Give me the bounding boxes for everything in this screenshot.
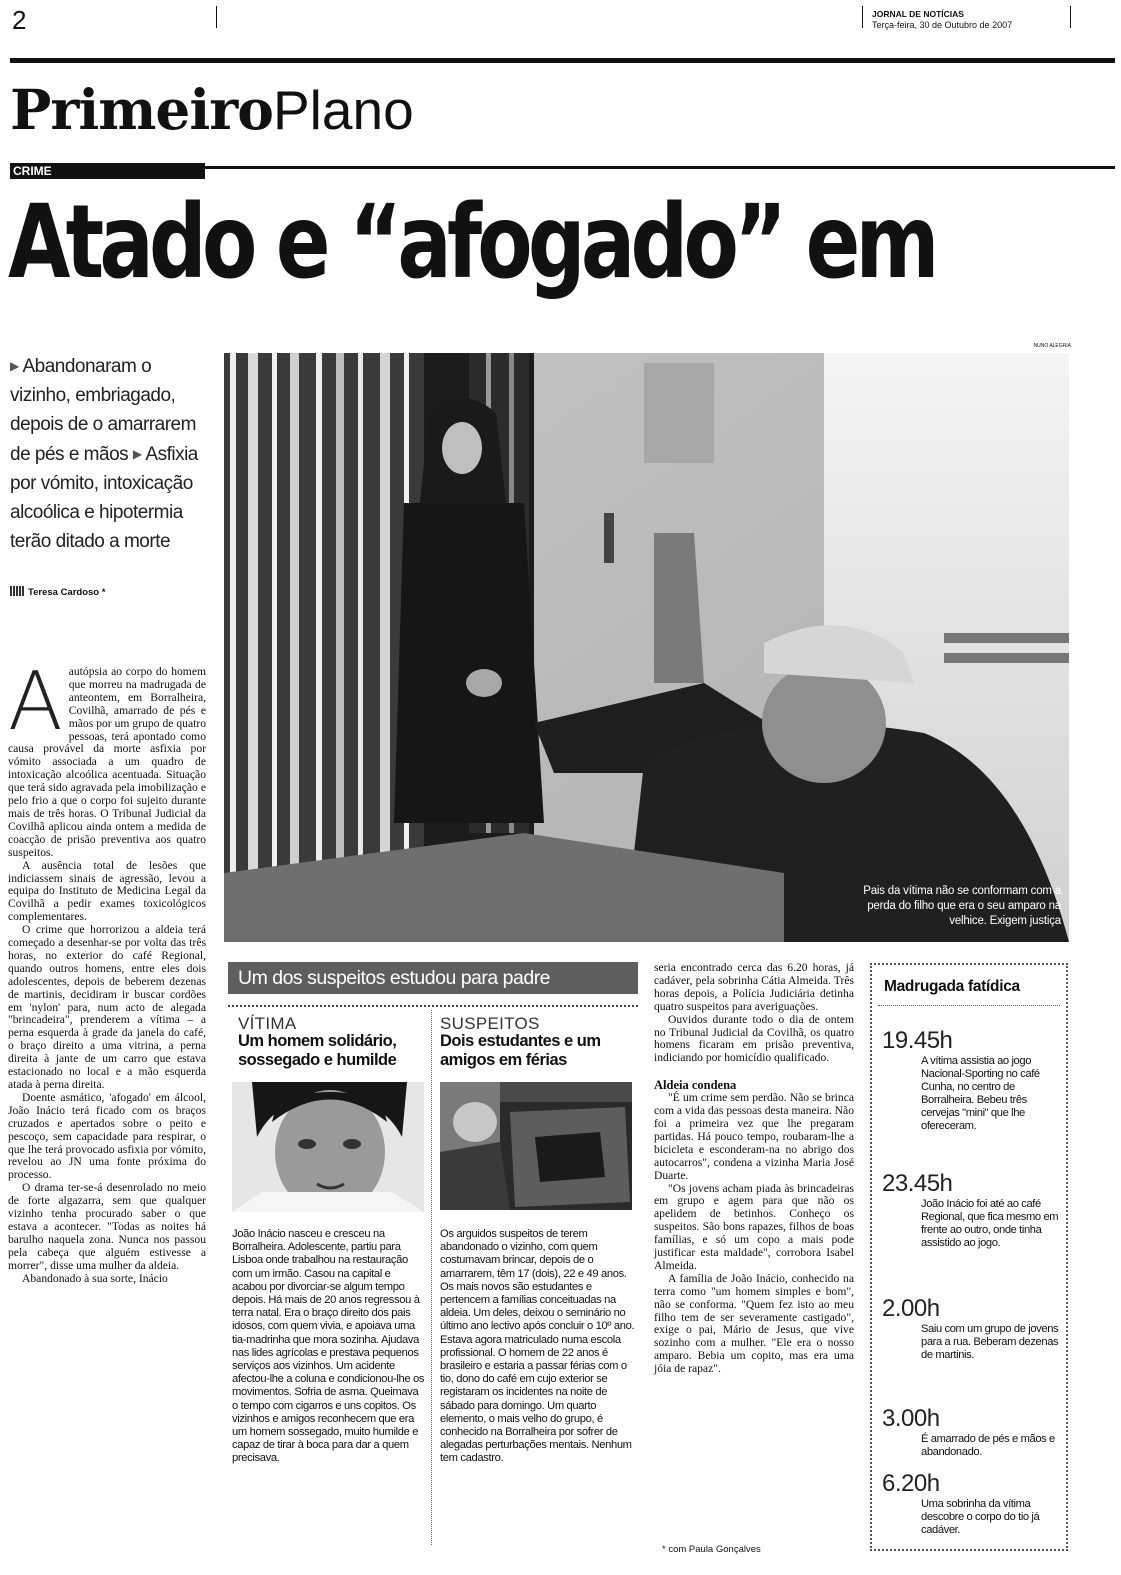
lead-line: vizinho, embriagado,: [10, 385, 176, 407]
timeline-time: 3.00h: [882, 1405, 940, 1432]
timeline-text: Uma sobrinha da vítima descobre o corpo do tio já cadáver.: [921, 1498, 1040, 1536]
body-paragraph: O drama ter-se-á desenrolado no meio de forte algazarra, sem que qualquer vizinho tenha procurado saber o que estava a acontecer. "Todas as noites há barulho naquela zona. Nunca nos passou pela cabeça que alguém estivesse a morrer", disse uma mulher da aldeia.: [8, 1181, 206, 1272]
lead-arrow-icon: ▶: [10, 359, 19, 373]
timeline-entry: [882, 1027, 1062, 1133]
lead-line: Asfixia: [145, 443, 198, 465]
suspects-photo: [440, 1082, 632, 1210]
lead-arrow-icon: ▶: [132, 446, 142, 461]
timeline-time: 6.20h: [882, 1470, 940, 1497]
body-paragraph: "É um crime sem perdão. Não se brinca com a vida das pessoas desta maneira. Não foi a primeira vez que lhe pregaram partidas. Há pouco tempo, roubaram-lhe a bicicleta e esconderam-na no abrigo dos autocarros", condena a vizinha Maria José Duarte.: [654, 1091, 854, 1182]
lead-line: terão ditado a morte: [10, 531, 171, 553]
headline: Atado e “afogado” em: [8, 183, 935, 302]
body-paragraph: A ausência total de lesões que indiciassem sinais de agressão, levou a equipa do Instituto de Medicina Legal da Covilhã a pedir exames toxicológicos complementares.: [8, 858, 206, 924]
body-intro: autópsia ao corpo do homem que morreu na madrugada de anteontem, em Borralheira, Covilhã, amarrado de pés e mãos por um grupo de quatro pessoas, terá apontado como causa provável da morte asfixia por vómito associada a um quadro de intoxicação alcoólica acentuada. Situação que terá sido agravada pela imobilização e pelo frio a que o corpo foi sujeito durante mais de três horas. O Tribunal Judicial da Covilhã aplicou ainda ontem a medida de coacção de prisão preventiva aos quatro suspeitos.: [8, 665, 206, 859]
body-paragraph: O crime que horrorizou a aldeia terá começado a desenhar-se por volta das três horas, no exterior do café Regional, quando outros homens, entre eles dois adolescentes, depois de beberem dezenas de martinis, decidiram ir buscar cordões em 'nylon' para, num acto de alegada "brincadeira", prenderem a vítima – a perna esquerda à grade da janela do café, o braço direito a uma vitrina, a perna direita à jante de um carro que estava estacionado no local e a mão esquerda atada à perna direita.: [8, 923, 206, 1091]
section-title: [10, 77, 414, 142]
victim-photo: [232, 1082, 424, 1212]
top-thick-rule: [10, 58, 1115, 63]
credit-note: * com Paula Gonçalves: [662, 1544, 761, 1555]
victim-text: João Inácio nasceu e cresceu na Borralheira. Adolescente, partiu para Lisboa onde trabalhou na restauração com um irmão. Casou na capital e acabou por divorciar-se algum tempo depois. Há mais de 20 anos regressou à terra natal. Era o braço direito dos pais idosos, com quem vivia, e apoiava uma tia-madrinha que mora sozinha. Ajudava nas lides agrícolas e prestava pequenos serviços aos vizinhos. Um acidente afectou-lhe a coluna e condicionou-lhe os movimentos. Sofria de asma. Queimava o tempo com cigarros e uns copitos. Os vizinhos e amigos reconhecem que era um homem sossegado, muito humilde e capaz de tirar à boca para dar a quem precisava.: [232, 1228, 425, 1465]
article-column-1: [8, 655, 206, 1286]
lead-line: depois de o amarrarem: [10, 414, 196, 436]
dropcap: A: [8, 655, 63, 748]
timeline-box: [870, 963, 1068, 1551]
section-title-light: Plano: [272, 79, 414, 141]
section-title-bold: Primeiro: [10, 77, 273, 142]
masthead-right-divider: [1070, 6, 1071, 28]
timeline-text: É amarrado de pés e mãos e abandonado.: [921, 1433, 1055, 1458]
masthead-paper: JORNAL DE NOTÍCIAS: [872, 9, 964, 19]
kicker-rule: [205, 166, 1115, 169]
timeline-time: 2.00h: [882, 1295, 940, 1322]
victim-portrait: [232, 1082, 424, 1212]
timeline-text: João Inácio foi até ao café Regional, que fica mesmo em frente ao outro, onde tinha assistido ao jogo.: [921, 1198, 1059, 1249]
photo-credit: NUNO ALEGRIA: [1033, 343, 1071, 349]
photo-caption: Pais da vítima não se conformam com a perda do filho que era o seu amparo na velhice. Exigem justiça: [863, 885, 1061, 927]
body-paragraph: seria encontrado cerca das 6.20 horas, já cadáver, pela sobrinha Cátia Almeida. Três horas depois, a Polícia Judiciária detinha quatro suspeitos para averiguações.: [654, 961, 854, 1013]
masthead-date: Terça-feira, 30 de Outubro de 2007: [872, 20, 1013, 30]
timeline-text: A vítima assistia ao jogo Nacional-Sporting no café Cunha, no centro de Borralheira. Bebeu três cervejas "mini" que lhe ofereceram.: [921, 1055, 1040, 1132]
main-photo: [224, 353, 1069, 942]
victim-title: Um homem solidário, sossegado e humilde: [238, 1032, 397, 1069]
lead-line: por vómito, intoxicação: [10, 472, 193, 494]
body-paragraph: A família de João Inácio, conhecido na terra como "um homem simples e bom", não se conforma. "Quem fez isto ao meu filho tem de ser severamente castigado", exige o pai, Mário de Jesus, que vive sozinho com a mulher. "Ele era o nosso amparo. Bebia um copito, mas era uma jóia de rapaz".: [654, 1271, 854, 1376]
byline-name: Teresa Cardoso *: [28, 587, 106, 598]
suspects-title: Dois estudantes e um amigos em férias: [440, 1032, 601, 1069]
sidebar-column-divider: [431, 1010, 432, 1545]
suspects-image: [440, 1082, 632, 1210]
timeline-title-rule: [878, 1005, 1060, 1006]
body-paragraph: Ouvidos durante todo o dia de ontem no Tribunal Judicial da Covilhã, os quatro homens ficaram em prisão preventiva, indiciando por homicídio qualificado.: [654, 1012, 854, 1065]
sidebar-dotted-rule: [228, 1005, 638, 1007]
page-number-divider: [216, 6, 217, 28]
byline-pen-icon: [10, 586, 24, 596]
subhead: Aldeia condena: [654, 1078, 737, 1093]
suspects-label: SUSPEITOS: [440, 1014, 540, 1033]
page-number: 2: [12, 5, 27, 35]
suspects-text: Os arguidos suspeitos de terem abandonado o vizinho, com quem costumavam brincar, depois de o amarrarem, têm 17 (dois), 22 e 49 anos. Os mais novos são estudantes e pertencem a famílias conceituadas na aldeia. Um deles, deixou o seminário no último ano lectivo após concluir o 10º ano. Estava agora matriculado numa escola profissional. O homem de 22 anos é brasileiro e estaria a passar férias com o tio, dono do café em cujo exterior se registaram os incidentes na noite de sábado para domingo. Um quarto elemento, o mais velho do grupo, é conhecido na Borralheira por sofrer de alegadas perturbações mentais. Nenhum tem cadastro.: [440, 1228, 635, 1465]
timeline-entry: [882, 1170, 1062, 1250]
sidebar-banner: Um dos suspeitos estudou para padre: [228, 962, 638, 994]
masthead-left-divider: [862, 6, 863, 28]
timeline-time: 23.45h: [882, 1170, 953, 1197]
timeline-entry: [882, 1470, 1062, 1537]
lead-line: alcoólica e hipotermia: [10, 502, 183, 524]
timeline-time: 19.45h: [882, 1027, 953, 1054]
main-photo-image: [224, 353, 1069, 942]
kicker-label: CRIME: [10, 163, 205, 179]
timeline-title: Madrugada fatídica: [884, 978, 1020, 995]
article-column-3: [654, 962, 854, 1376]
lead-line: de pés e mãos: [10, 443, 129, 465]
body-paragraph: Doente asmático, 'afogado' em álcool, João Inácio terá ficado com os braços cruzados e apertados sobre o peito e pescoço, sem capacidade para respirar, o que lhe terá provocado asfixia por vómito, revelou ao JN uma fonte próxima do processo.: [8, 1090, 206, 1182]
timeline-text: Saiu com um grupo de jovens para a rua. Beberam dezenas de martinis.: [921, 1323, 1059, 1361]
victim-label: VÍTIMA: [238, 1014, 297, 1033]
lead-line: Abandonaram o: [22, 356, 152, 377]
body-paragraph: Abandonado à sua sorte, Inácio: [22, 1271, 168, 1285]
lead: [10, 352, 220, 556]
timeline-entry: [882, 1295, 1062, 1362]
byline: [10, 586, 105, 598]
body-paragraph: "Os jovens acham piada às brincadeiras em grupo e agem para que não os apelidem de betinhos. Conheço os suspeitos. São bons rapazes, filhos de boas famílias, e só um copo a mais pode justificar esta maldade", corrobora Isabel Almeida.: [654, 1181, 854, 1272]
timeline-entry: [882, 1405, 1062, 1459]
